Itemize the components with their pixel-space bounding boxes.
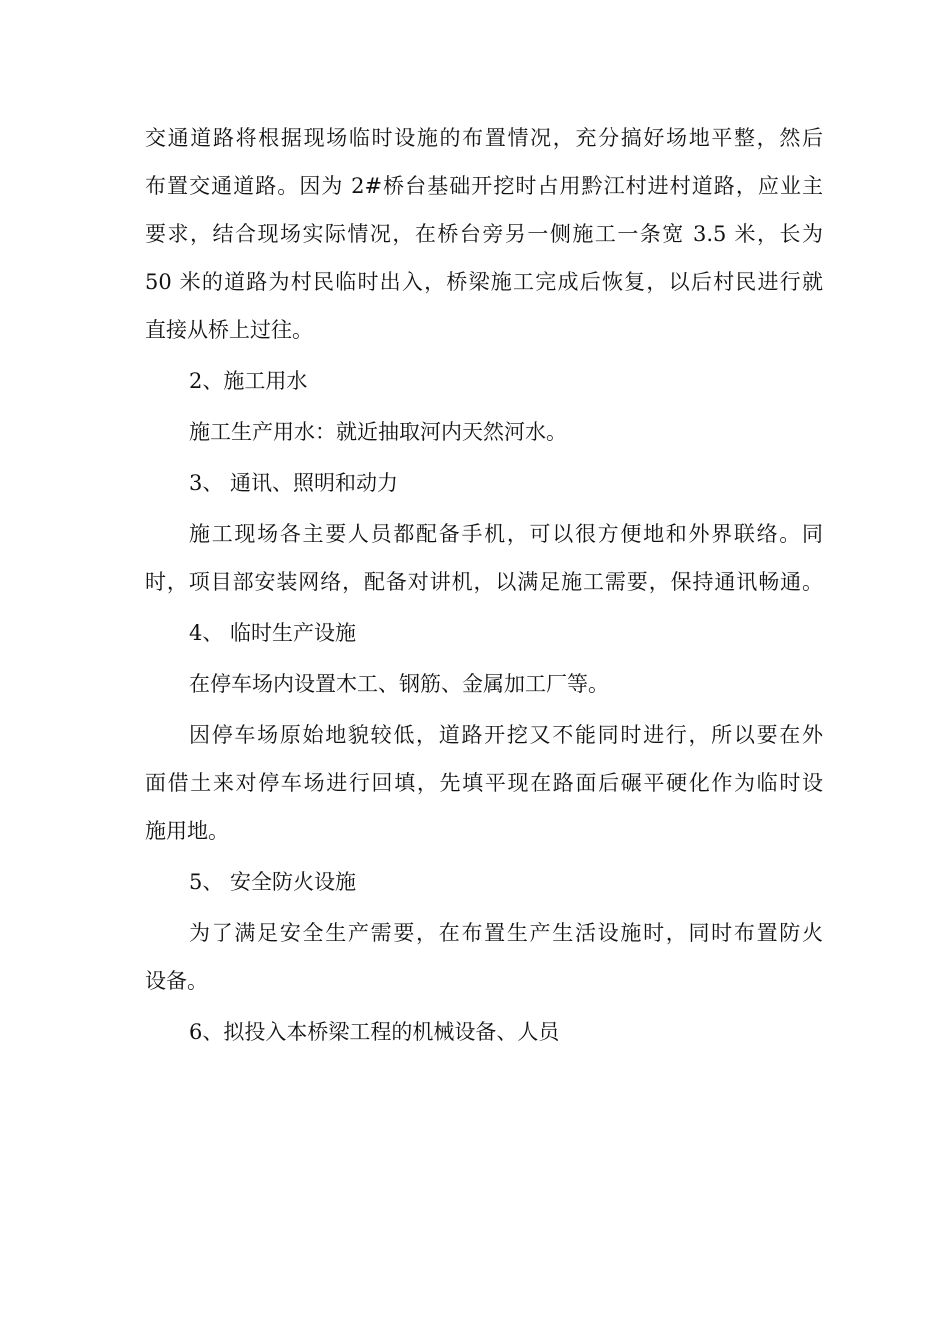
paragraph-water: 施工生产用水：就近抽取河内天然河水。 <box>189 420 567 444</box>
paragraph-line-5: 直接从桥上过往。 <box>145 318 313 342</box>
paragraph-line-1: 交通道路将根据现场临时设施的布置情况，充分搞好场地平整，然后 <box>145 126 823 150</box>
section-heading-fire-safety: 5、 安全防火设施 <box>189 870 357 894</box>
section-heading-communication: 3、 通讯、照明和动力 <box>189 471 399 495</box>
section-heading-equipment-personnel: 6、拟投入本桥梁工程的机械设备、人员 <box>189 1020 560 1044</box>
paragraph-communication-line-2: 时，项目部安装网络，配备对讲机，以满足施工需要，保持通讯畅通。 <box>145 570 823 594</box>
paragraph-line-2: 布置交通道路。因为 2#桥台基础开挖时占用黔江村进村道路，应业主 <box>145 174 823 198</box>
section-heading-water: 2、施工用水 <box>189 369 308 393</box>
paragraph-fire-safety-line-1: 为了满足安全生产需要，在布置生产生活设施时，同时布置防火 <box>189 921 823 945</box>
paragraph-backfill-line-3: 施用地。 <box>145 819 229 843</box>
paragraph-backfill-line-2: 面借土来对停车场进行回填，先填平现在路面后碾平硬化作为临时设 <box>145 771 823 795</box>
paragraph-communication-line-1: 施工现场各主要人员都配备手机，可以很方便地和外界联络。同 <box>189 522 823 546</box>
section-heading-temporary-facilities: 4、 临时生产设施 <box>189 621 357 645</box>
paragraph-line-4: 50 米的道路为村民临时出入，桥梁施工完成后恢复，以后村民进行就 <box>145 270 823 294</box>
paragraph-workshops: 在停车场内设置木工、钢筋、金属加工厂等。 <box>189 672 609 696</box>
paragraph-fire-safety-line-2: 设备。 <box>145 969 208 993</box>
paragraph-backfill-line-1: 因停车场原始地貌较低，道路开挖又不能同时进行，所以要在外 <box>189 723 823 747</box>
paragraph-line-3: 要求，结合现场实际情况，在桥台旁另一侧施工一条宽 3.5 米，长为 <box>145 222 823 246</box>
document-body <box>145 114 823 1056</box>
